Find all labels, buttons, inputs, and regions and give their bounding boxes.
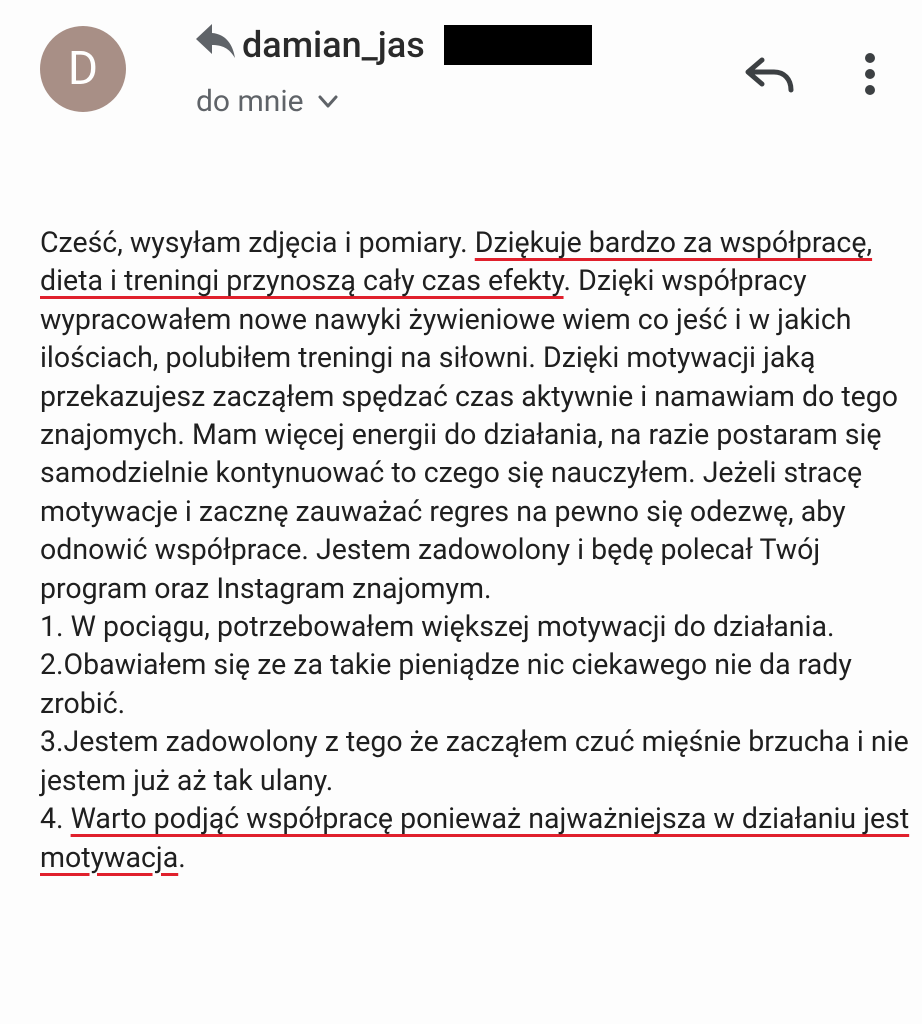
message-paragraph-1 bbox=[40, 224, 910, 608]
point-4-period: . bbox=[178, 840, 186, 874]
avatar-letter: D bbox=[67, 42, 99, 96]
point-1: 1. W pociągu, potrzebowałem większej motywacji do działania. bbox=[40, 610, 835, 644]
message-body bbox=[40, 224, 910, 877]
point-4 bbox=[40, 800, 910, 877]
point-3: 3.Jestem zadowolony z tego że zacząłem czuć mięśnie brzucha i nie jestem już aż tak ulany. bbox=[40, 725, 909, 797]
highlighted-motivation: Warto podjąć współpracę ponieważ najważniejsza w działaniu jest motywacja bbox=[40, 802, 910, 874]
chevron-down-icon bbox=[318, 95, 338, 109]
recipient-toggle[interactable] bbox=[196, 82, 338, 122]
highlighted-thanks: Dziękuje bardzo za współpracę, dieta i treningi przynoszą cały czas efekty bbox=[40, 226, 873, 298]
highlight-period: . bbox=[563, 264, 572, 298]
sender-name[interactable]: damian_jas bbox=[242, 24, 425, 66]
reply-icon bbox=[194, 22, 236, 60]
redaction-bar bbox=[444, 25, 592, 65]
point-4-number: 4. bbox=[40, 802, 71, 836]
reply-button-icon[interactable] bbox=[744, 52, 796, 96]
point-2: 2.Obawiałem się ze za takie pieniądze nic ciekawego nie da rady zrobić. bbox=[40, 648, 852, 720]
recipient-label: do mnie bbox=[196, 84, 304, 119]
sender-avatar[interactable] bbox=[40, 26, 126, 112]
message-intro: Cześć, wysyłam zdjęcia i pomiary. bbox=[40, 226, 475, 259]
more-vert-icon[interactable] bbox=[852, 50, 888, 98]
message-paragraph-text: Dzięki współpracy wypracowałem nowe nawyki żywieniowe wiem co jeść i w jakich ilościach, polubiłem treningi na siłowni. Dzięki motywacji jaką przekazujesz zacząłem spędzać czas aktywnie i namawiam do tego znajomych. Mam więcej energii do działania, na razie postaram się samodzielnie kontynuować to czego się nauczyłem. Jeżeli stracę motywacje i zacznę zauważać regres na pewno się odezwę, aby odnowić współprace. Jestem zadowolony i będę polecał Twój program oraz Instagram znajomym. bbox=[40, 264, 899, 605]
